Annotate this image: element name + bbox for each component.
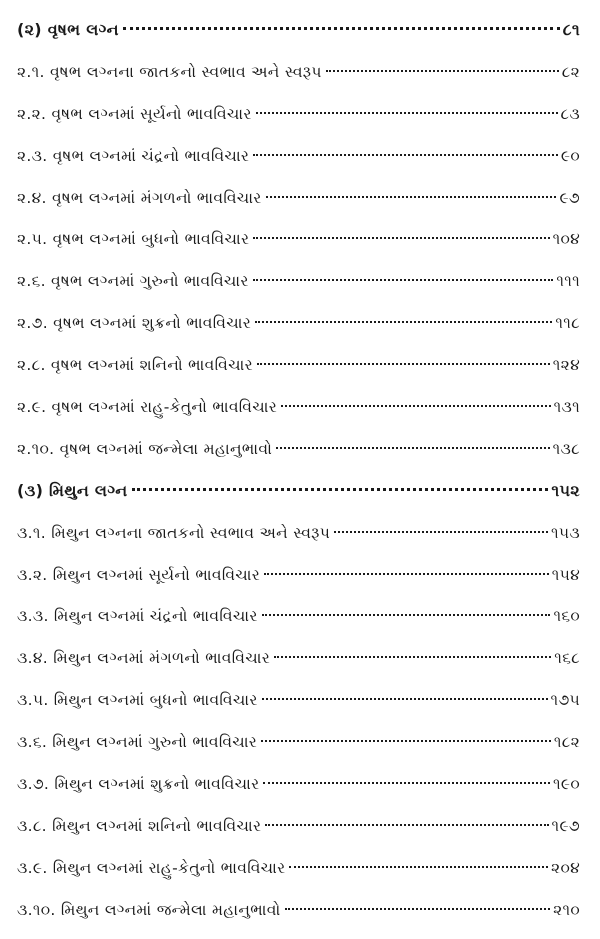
- toc-entry-title: ૨.૨. વૃષભ લગ્નમાં સૂર્યનો ભાવવિચાર: [17, 104, 252, 123]
- toc-entry: [0, 897, 600, 939]
- toc-entry-title: ૩.૪. મિથુન લગ્નમાં મંગળનો ભાવવિચાર: [17, 649, 271, 668]
- toc-entry-page: ૮૧: [562, 20, 580, 39]
- dot-leader: [262, 698, 548, 700]
- toc-entry-title: ૨.૯. વૃષભ લગ્નમાં રાહુ-કેતુનો ભાવવિચાર: [17, 398, 278, 417]
- toc-entry-page: ૧૯૭: [551, 816, 580, 835]
- toc-entry-title: (૩) મિથુન લગ્ન: [17, 480, 128, 500]
- toc-entry-page: ૧૯૦: [552, 775, 580, 794]
- dot-leader: [334, 531, 548, 533]
- toc-entry-title: ૨.૭. વૃષભ લગ્નમાં શુક્રનો ભાવવિચાર: [17, 314, 252, 333]
- toc-entry-page: ૧૦૪: [552, 230, 580, 249]
- toc-entry-title: ૨.૫. વૃષભ લગ્નમાં બુધનો ભાવવિચાર: [17, 230, 250, 249]
- dot-leader: [326, 70, 559, 72]
- dot-leader: [266, 196, 557, 198]
- toc-entry: [0, 729, 600, 771]
- toc-entry-title: ૩.૧. મિથુન લગ્નના જાતકનો સ્વભાવ અને સ્વરૂપ: [17, 523, 331, 542]
- dot-leader: [132, 488, 549, 491]
- dot-leader: [253, 237, 549, 239]
- dot-leader: [276, 447, 549, 449]
- toc-entry: [0, 645, 600, 687]
- toc-entry-page: ૨૦૪: [551, 858, 580, 877]
- toc-entry-title: ૩.૬. મિથુન લગ્નમાં ગુરુનો ભાવવિચાર: [17, 733, 258, 752]
- toc-entry-page: ૧૧૮: [555, 314, 580, 333]
- toc-entry: [0, 185, 600, 227]
- dot-leader: [256, 112, 558, 114]
- toc-entry: [0, 59, 600, 101]
- toc-entry-title: ૨.૪. વૃષભ લગ્નમાં મંગળનો ભાવવિચાર: [17, 188, 262, 207]
- dot-leader: [281, 405, 550, 407]
- toc-entry-page: ૯૦: [560, 146, 580, 165]
- toc-entry-page: ૯૭: [559, 188, 580, 207]
- dot-leader: [257, 363, 550, 365]
- toc-entry: [0, 394, 600, 436]
- toc-entry-page: ૧૭૫: [550, 691, 580, 710]
- toc-entry-page: ૧૬૦: [553, 607, 580, 626]
- toc-entry-title: ૩.૩. મિથુન લગ્નમાં ચંદ્રનો ભાવવિચાર: [17, 607, 258, 626]
- toc-entry-page: ૧૫૨: [551, 480, 580, 500]
- toc-entry-title: ૩.૭. મિથુન લગ્નમાં શુક્રનો ભાવવિચાર: [17, 775, 260, 794]
- toc-entry-title: ૨.૮. વૃષભ લગ્નમાં શનિનો ભાવવિચાર: [17, 356, 253, 375]
- toc-entry-page: ૧૩૮: [552, 439, 580, 458]
- dot-leader: [265, 824, 548, 826]
- toc-entry-title: ૨.૩. વૃષભ લગ્નમાં ચંદ્રનો ભાવવિચાર: [17, 146, 250, 165]
- toc-entry: [0, 101, 600, 143]
- toc-entry: [0, 603, 600, 645]
- toc-entry-title: ૨.૧. વૃષભ લગ્નના જાતકનો સ્વભાવ અને સ્વરૂપ: [17, 62, 322, 81]
- toc-entry: [0, 855, 600, 897]
- toc-entry-page: ૧૬૮: [554, 649, 580, 668]
- toc-entry: [0, 226, 600, 268]
- dot-leader: [264, 573, 549, 575]
- toc-entry-title: ૩.૮. મિથુન લગ્નમાં શનિનો ભાવવિચાર: [17, 816, 262, 835]
- toc-entry-title: ૨.૬. વૃષભ લગ્નમાં ગુરુનો ભાવવિચાર: [17, 272, 249, 291]
- toc-entry-page: ૮૩: [560, 104, 580, 123]
- toc-entry-page: ૨૧૦: [553, 900, 580, 919]
- toc-entry-title: ૨.૧૦. વૃષભ લગ્નમાં જન્મેલા મહાનુભાવો: [17, 439, 273, 458]
- dot-leader: [274, 656, 551, 658]
- toc-entry: [0, 520, 600, 562]
- toc-entry-title: ૩.૫. મિથુન લગ્નમાં બુધનો ભાવવિચાર: [17, 691, 258, 710]
- dot-leader: [263, 782, 550, 784]
- toc-entry-page: ૮૨: [561, 62, 580, 81]
- toc-section-heading: [0, 478, 600, 520]
- toc-entry-title: ૩.૨. મિથુન લગ્નમાં સૂર્યનો ભાવવિચાર: [17, 565, 261, 584]
- toc-entry-title: ૩.૯. મિથુન લગ્નમાં રાહુ-કેતુનો ભાવવિચાર: [17, 858, 286, 877]
- toc-entry: [0, 352, 600, 394]
- dot-leader: [261, 740, 551, 742]
- dot-leader: [255, 321, 552, 323]
- toc-entry: [0, 436, 600, 478]
- dot-leader: [262, 614, 551, 616]
- toc-entry-page: ૧૫૪: [551, 565, 580, 584]
- toc-entry: [0, 268, 600, 310]
- dot-leader: [123, 27, 560, 30]
- toc-entry-page: ૧૨૪: [552, 356, 580, 375]
- toc-entry: [0, 143, 600, 185]
- toc-entry-title: (૨) વૃષભ લગ્ન: [17, 20, 119, 39]
- toc-entry: [0, 687, 600, 729]
- dot-leader: [285, 908, 551, 910]
- toc-entry: [0, 771, 600, 813]
- toc-entry: [0, 310, 600, 352]
- dot-leader: [289, 866, 548, 868]
- toc-entry: [0, 813, 600, 855]
- dot-leader: [253, 279, 554, 281]
- toc-entry: [0, 562, 600, 604]
- toc-entry-page: ૧૩૧: [553, 398, 580, 417]
- toc-entry-page: ૧૮૨: [553, 733, 580, 752]
- toc-section-heading: [0, 17, 600, 59]
- toc-entry-page: ૧૫૩: [550, 523, 580, 542]
- toc-entry-title: ૩.૧૦. મિથુન લગ્નમાં જન્મેલા મહાનુભાવો: [17, 900, 281, 919]
- toc-entry-page: ૧૧૧: [556, 272, 580, 291]
- dot-leader: [253, 154, 558, 156]
